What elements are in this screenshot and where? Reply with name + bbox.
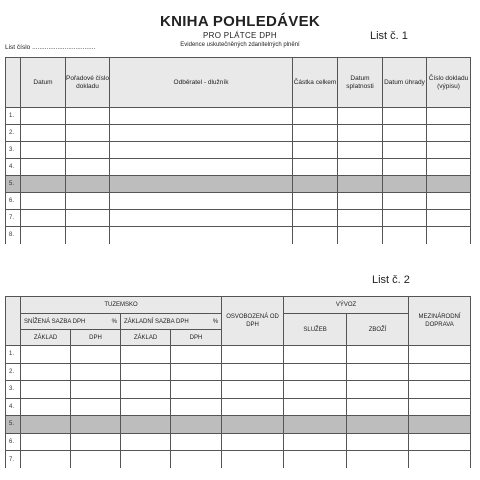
table-cell[interactable] <box>21 363 71 381</box>
table-row <box>6 433 471 451</box>
table-cell[interactable] <box>222 346 284 364</box>
table-cell[interactable] <box>347 398 409 416</box>
table-cell[interactable] <box>383 125 427 142</box>
table-row <box>6 451 471 469</box>
table-cell[interactable] <box>293 210 338 227</box>
column-header-document-number: Pořadové číslo dokladu <box>66 58 110 108</box>
table-cell[interactable] <box>383 193 427 210</box>
table-cell[interactable] <box>21 451 71 469</box>
table-cell[interactable] <box>383 108 427 125</box>
header-services: SLUŽEB <box>284 314 347 346</box>
table-cell[interactable] <box>293 142 338 159</box>
table-cell[interactable] <box>222 363 284 381</box>
page-description: Evidence uskutečněných zdanitelných plnění <box>180 42 300 48</box>
table-cell[interactable] <box>121 433 171 451</box>
table-cell[interactable] <box>338 125 383 142</box>
receivables-table-list-1 <box>5 57 471 244</box>
table-row <box>6 381 471 399</box>
table-cell[interactable] <box>338 227 383 244</box>
table-cell[interactable] <box>409 398 471 416</box>
table-row <box>6 176 471 193</box>
table-cell[interactable] <box>284 346 347 364</box>
table-cell[interactable] <box>293 159 338 176</box>
column-header-date: Datum <box>21 58 66 108</box>
table-row <box>6 227 471 244</box>
receivables-table-list-2 <box>5 296 471 468</box>
row-number: 3. <box>6 142 21 159</box>
row-number: 6. <box>6 433 21 451</box>
table-cell[interactable] <box>110 159 293 176</box>
table-cell[interactable] <box>222 381 284 399</box>
table-cell[interactable] <box>21 381 71 399</box>
table-cell[interactable] <box>284 451 347 469</box>
table-cell[interactable] <box>21 125 66 142</box>
table-cell[interactable] <box>284 433 347 451</box>
header-international-transport: MEZINÁRODNÍ DOPRAVA <box>409 297 471 346</box>
row-number: 2. <box>6 125 21 142</box>
table-cell[interactable] <box>383 227 427 244</box>
table-cell[interactable] <box>66 193 110 210</box>
header-base-reduced: ZÁKLAD <box>21 330 71 346</box>
column-header-index <box>6 297 21 346</box>
table-cell[interactable] <box>171 398 222 416</box>
table-cell[interactable] <box>21 346 71 364</box>
table-row <box>6 210 471 227</box>
table-cell[interactable] <box>293 227 338 244</box>
column-header-customer: Odběratel - dlužník <box>110 58 293 108</box>
table-row <box>6 142 471 159</box>
table-cell[interactable] <box>110 176 293 193</box>
table-cell[interactable] <box>284 398 347 416</box>
table-cell[interactable] <box>347 433 409 451</box>
table-cell[interactable] <box>66 108 110 125</box>
table-cell[interactable] <box>383 142 427 159</box>
header-vat-reduced: DPH <box>71 330 121 346</box>
row-number: 4. <box>6 159 21 176</box>
table-cell[interactable] <box>383 210 427 227</box>
column-header-index <box>6 58 21 108</box>
table-cell[interactable] <box>427 176 471 193</box>
header-vat-standard: DPH <box>171 330 222 346</box>
table-cell[interactable] <box>222 433 284 451</box>
row-number: 1. <box>6 346 21 364</box>
table-cell[interactable] <box>21 193 66 210</box>
table-cell[interactable] <box>110 210 293 227</box>
table-cell[interactable] <box>71 398 121 416</box>
table-row <box>6 125 471 142</box>
header-reduced-rate: SNÍŽENÁ SAZBA DPH % <box>21 314 121 330</box>
column-header-payment-date: Datum úhrady <box>383 58 427 108</box>
table-row <box>6 108 471 125</box>
table-cell[interactable] <box>222 416 284 434</box>
column-header-due-date: Datum splatnosti <box>338 58 383 108</box>
table-cell[interactable] <box>427 108 471 125</box>
sheet-number-label: List číslo ................................... <box>5 44 96 51</box>
table-cell[interactable] <box>110 227 293 244</box>
table-cell[interactable] <box>293 125 338 142</box>
row-number: 8. <box>6 227 21 244</box>
table-cell[interactable] <box>338 176 383 193</box>
table-cell[interactable] <box>293 108 338 125</box>
table-cell[interactable] <box>338 210 383 227</box>
table-cell[interactable] <box>110 108 293 125</box>
column-header-statement-number: Číslo dokladu (výpisu) <box>427 58 471 108</box>
table-cell[interactable] <box>383 176 427 193</box>
header-base-standard: ZÁKLAD <box>121 330 171 346</box>
table-row <box>6 363 471 381</box>
table-cell[interactable] <box>121 346 171 364</box>
table-cell[interactable] <box>427 193 471 210</box>
table-cell[interactable] <box>21 142 66 159</box>
table-cell[interactable] <box>427 142 471 159</box>
table-cell[interactable] <box>66 227 110 244</box>
table-cell[interactable] <box>71 381 121 399</box>
table-cell[interactable] <box>347 451 409 469</box>
row-number: 7. <box>6 210 21 227</box>
row-number: 1. <box>6 108 21 125</box>
table-header-row <box>6 297 471 314</box>
table-cell[interactable] <box>110 193 293 210</box>
row-number: 3. <box>6 381 21 399</box>
table-cell[interactable] <box>171 433 222 451</box>
table-cell[interactable] <box>171 346 222 364</box>
table-cell[interactable] <box>121 381 171 399</box>
table-cell[interactable] <box>338 159 383 176</box>
table-cell[interactable] <box>427 125 471 142</box>
table-cell[interactable] <box>110 142 293 159</box>
row-number: 5. <box>6 176 21 193</box>
table-cell[interactable] <box>284 416 347 434</box>
table-cell[interactable] <box>66 142 110 159</box>
table-cell[interactable] <box>409 416 471 434</box>
table-cell[interactable] <box>347 363 409 381</box>
header-vat-exempt: OSVOBOZENÁ OD DPH <box>222 297 284 346</box>
table-cell[interactable] <box>66 125 110 142</box>
page-subtitle: PRO PLÁTCE DPH <box>203 31 277 40</box>
table-row <box>6 193 471 210</box>
table-cell[interactable] <box>21 433 71 451</box>
column-header-total-amount: Částka celkem <box>293 58 338 108</box>
table-cell[interactable] <box>121 363 171 381</box>
table-cell[interactable] <box>222 451 284 469</box>
table-cell[interactable] <box>171 416 222 434</box>
table-cell[interactable] <box>284 381 347 399</box>
table-cell[interactable] <box>409 363 471 381</box>
table-cell[interactable] <box>121 416 171 434</box>
table-cell[interactable] <box>427 210 471 227</box>
table-cell[interactable] <box>66 159 110 176</box>
table-row <box>6 416 471 434</box>
table-cell[interactable] <box>21 108 66 125</box>
row-number: 7. <box>6 451 21 469</box>
table-cell[interactable] <box>71 346 121 364</box>
table-cell[interactable] <box>171 451 222 469</box>
row-number: 6. <box>6 193 21 210</box>
table-cell[interactable] <box>21 398 71 416</box>
table-cell[interactable] <box>427 159 471 176</box>
table-cell[interactable] <box>21 227 66 244</box>
table-cell[interactable] <box>21 416 71 434</box>
table-cell[interactable] <box>293 193 338 210</box>
table-cell[interactable] <box>347 381 409 399</box>
table-cell[interactable] <box>171 381 222 399</box>
table-cell[interactable] <box>171 363 222 381</box>
table-cell[interactable] <box>66 210 110 227</box>
row-number: 5. <box>6 416 21 434</box>
table-row <box>6 346 471 364</box>
table-cell[interactable] <box>347 346 409 364</box>
table-cell[interactable] <box>347 416 409 434</box>
table-cell[interactable] <box>21 210 66 227</box>
table-cell[interactable] <box>121 451 171 469</box>
table-cell[interactable] <box>338 193 383 210</box>
page-title: KNIHA POHLEDÁVEK <box>159 13 321 30</box>
row-number: 4. <box>6 398 21 416</box>
header-domestic: TUZEMSKO <box>21 297 222 314</box>
table-cell[interactable] <box>71 433 121 451</box>
table-cell[interactable] <box>338 142 383 159</box>
table-cell[interactable] <box>409 433 471 451</box>
header-goods: ZBOŽÍ <box>347 314 409 346</box>
table-cell[interactable] <box>66 176 110 193</box>
table-header-row <box>6 58 471 108</box>
header-export: VÝVOZ <box>284 297 409 314</box>
table-cell[interactable] <box>110 125 293 142</box>
table-cell[interactable] <box>427 227 471 244</box>
header-standard-rate: ZÁKLADNÍ SAZBA DPH % <box>121 314 222 330</box>
table-cell[interactable] <box>21 159 66 176</box>
list-1-label: List č. 1 <box>370 30 408 42</box>
table-row <box>6 159 471 176</box>
table-cell[interactable] <box>222 398 284 416</box>
table-cell[interactable] <box>409 451 471 469</box>
table-cell[interactable] <box>71 363 121 381</box>
table-cell[interactable] <box>338 108 383 125</box>
table-cell[interactable] <box>71 416 121 434</box>
table-cell[interactable] <box>71 451 121 469</box>
table-cell[interactable] <box>409 381 471 399</box>
list-2-label: List č. 2 <box>372 274 410 286</box>
table-cell[interactable] <box>383 159 427 176</box>
table-cell[interactable] <box>121 398 171 416</box>
table-row <box>6 398 471 416</box>
row-number: 2. <box>6 363 21 381</box>
table-cell[interactable] <box>284 363 347 381</box>
table-cell[interactable] <box>293 176 338 193</box>
table-cell[interactable] <box>409 346 471 364</box>
table-cell[interactable] <box>21 176 66 193</box>
